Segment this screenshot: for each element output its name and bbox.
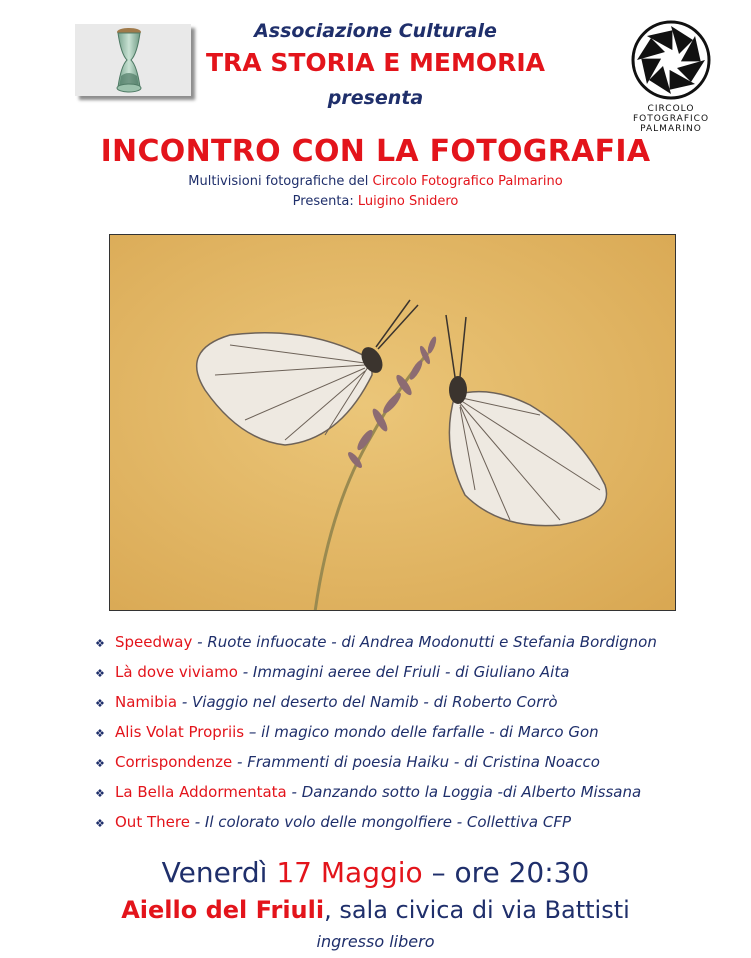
program-title: Out There — [115, 813, 190, 831]
program-title: Speedway — [115, 633, 193, 651]
program-author: Giuliano Aita — [468, 663, 570, 681]
presenter-label: Presenta: — [292, 194, 354, 209]
program-description: Viaggio nel deserto del Namib - di — [192, 693, 448, 711]
program-separator: – — [244, 723, 262, 741]
program-item — [95, 632, 735, 662]
program-item — [95, 722, 735, 752]
program-list — [95, 632, 735, 842]
program-title: Namibia — [115, 693, 178, 711]
program-separator: - — [232, 753, 248, 771]
butterfly-illustration — [110, 235, 676, 611]
program-separator: - — [286, 783, 302, 801]
program-description: il magico mondo delle farfalle - di — [261, 723, 514, 741]
entry-info: ingresso libero — [316, 932, 435, 951]
subtitle-club: Circolo Fotografico Palmarino — [372, 174, 563, 189]
program-author: Marco Gon — [513, 723, 599, 741]
bullet-icon: ❖ — [95, 727, 105, 740]
event-title: INCONTRO CON LA FOTOGRAFIA — [100, 134, 651, 169]
program-author: Roberto Corrò — [447, 693, 558, 711]
program-item — [95, 692, 735, 722]
event-date-line — [0, 856, 751, 889]
program-separator: - — [237, 663, 253, 681]
event-place-line — [0, 896, 751, 924]
subtitle — [0, 174, 751, 189]
program-title: La Bella Addormentata — [115, 783, 287, 801]
subtitle-prefix: Multivisioni fotografiche del — [188, 174, 369, 189]
event-date: 17 Maggio — [276, 856, 423, 889]
bullet-icon: ❖ — [95, 697, 105, 710]
event-town: Aiello del Friuli — [121, 896, 325, 924]
program-description: Frammenti di poesia Haiku - di — [247, 753, 478, 771]
presenter-name: Luigino Snidero — [357, 194, 459, 209]
logo-line-3: PALMARINO — [640, 124, 702, 134]
program-author: Alberto Missana — [516, 783, 642, 801]
program-author: CFP — [538, 813, 572, 831]
program-description: Il colorato volo delle mongolfiere - Collettiva — [204, 813, 539, 831]
program-item — [95, 752, 735, 782]
event-day: Venerdì — [161, 856, 268, 889]
program-description: Ruote infuocate - di — [207, 633, 356, 651]
bullet-icon: ❖ — [95, 787, 105, 800]
program-separator: - — [189, 813, 205, 831]
bullet-icon: ❖ — [95, 817, 105, 830]
program-separator: - — [192, 633, 208, 651]
program-description: Danzando sotto la Loggia -di — [301, 783, 517, 801]
program-author: Andrea Modonutti e Stefania Bordignon — [355, 633, 657, 651]
program-title: Corrispondenze — [115, 753, 233, 771]
butterfly-photo — [109, 234, 676, 611]
program-item — [95, 662, 735, 692]
program-item — [95, 812, 735, 842]
event-time: – ore 20:30 — [431, 856, 590, 889]
logo-line-2: FOTOGRAFICO — [632, 114, 710, 124]
presents-label: presenta — [327, 87, 424, 109]
bullet-icon: ❖ — [95, 667, 105, 680]
association-label: Associazione Culturale — [254, 20, 497, 42]
logo-line-1: CIRCOLO — [647, 104, 695, 114]
program-item — [95, 782, 735, 812]
program-author: Cristina Noacco — [477, 753, 600, 771]
presenter-line — [0, 194, 751, 209]
program-description: Immagini aeree del Friuli - di — [252, 663, 469, 681]
bullet-icon: ❖ — [95, 637, 105, 650]
program-title: Là dove viviamo — [115, 663, 238, 681]
program-title: Alis Volat Propriis — [115, 723, 245, 741]
bullet-icon: ❖ — [95, 757, 105, 770]
association-name: TRA STORIA E MEMORIA — [205, 48, 546, 77]
program-separator: - — [177, 693, 193, 711]
event-venue: , sala civica di via Battisti — [324, 896, 630, 924]
